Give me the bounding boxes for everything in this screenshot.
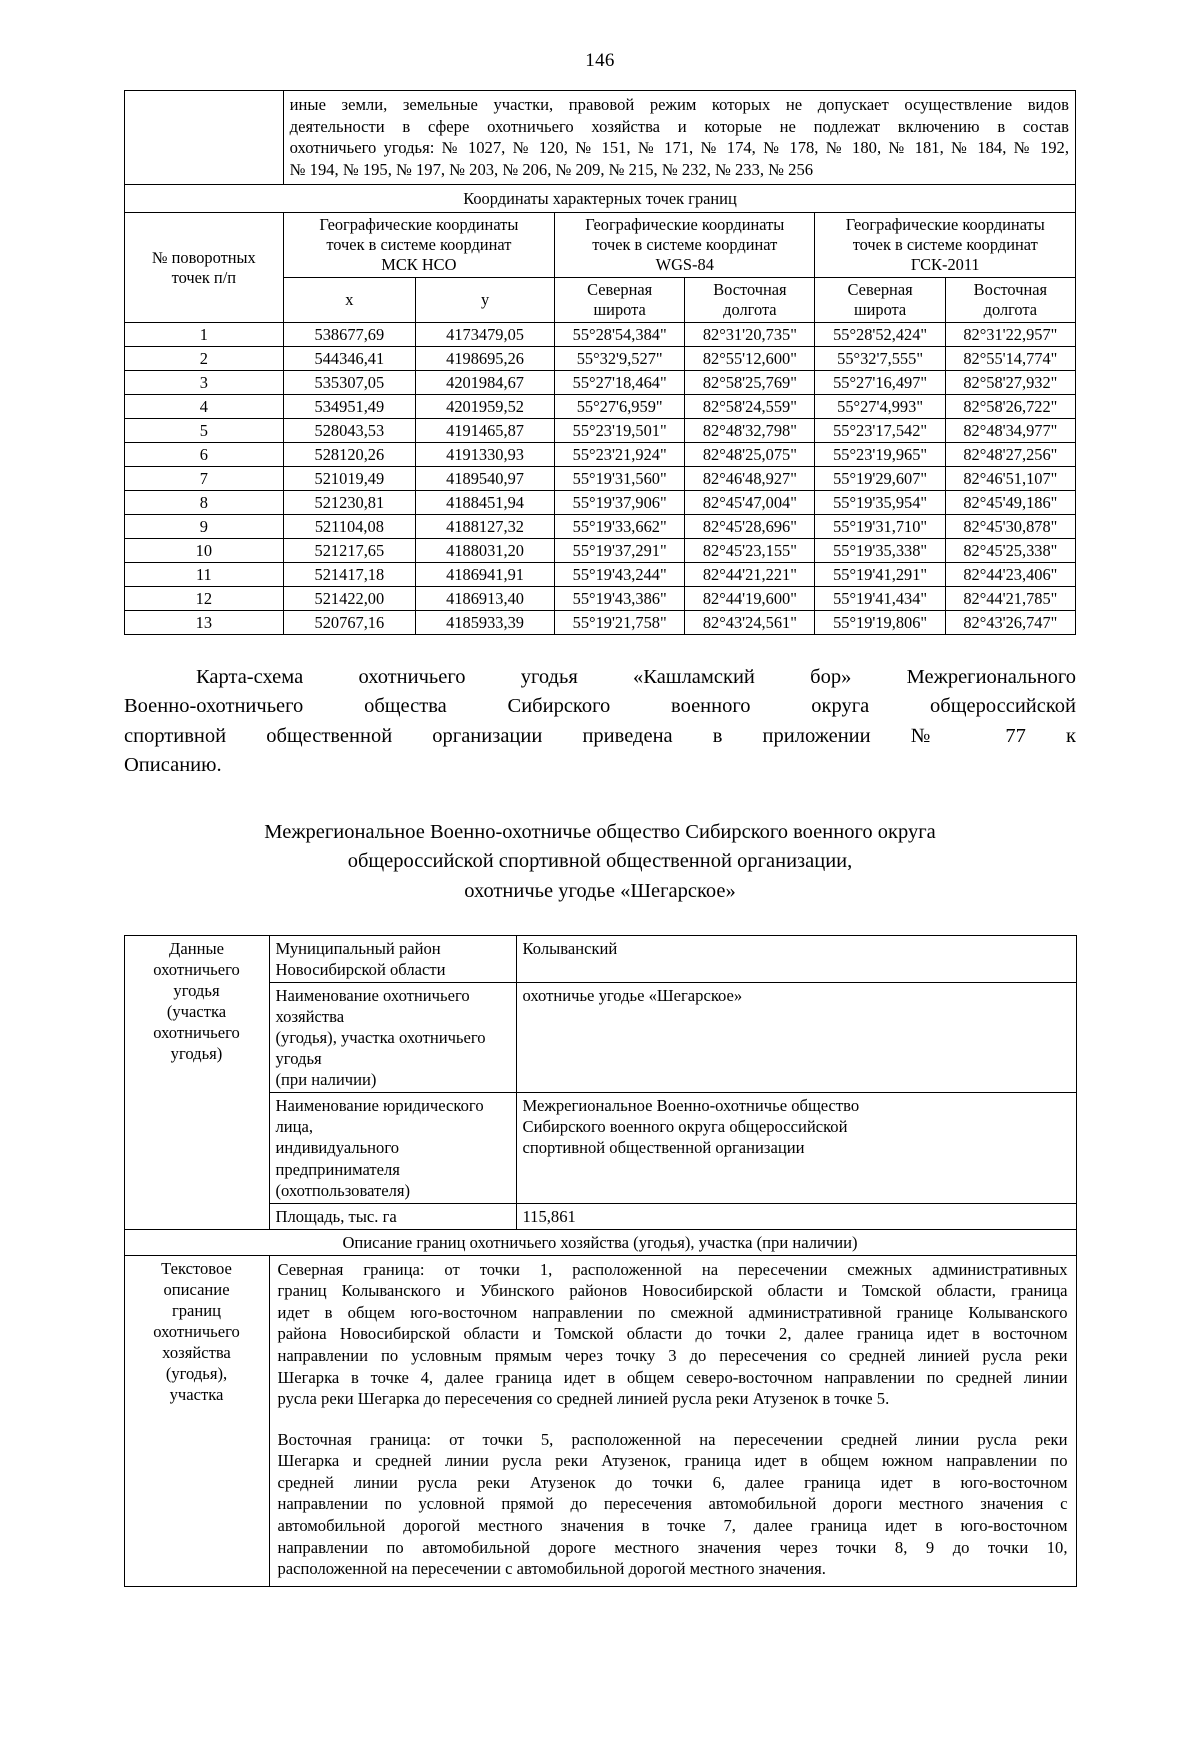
cell-msk-y: 4191465,87	[416, 419, 555, 443]
cell-wgs-lon: 82°58'24,559"	[685, 395, 815, 419]
cell-wgs-lon: 82°48'32,798"	[685, 419, 815, 443]
header-wgs84	[555, 213, 815, 278]
description-line: Шегарка и средней линии русла реки Атузенок, граница идет в общем южном направлении по	[277, 1451, 1068, 1471]
page-number: 146	[585, 50, 615, 71]
value-line: охотничье угодье «Шегарское»	[522, 986, 743, 1006]
cell-wgs-lon: 82°46'48,927"	[685, 467, 815, 491]
info-value-area	[516, 1203, 1076, 1229]
cell-msk-y: 4186913,40	[416, 587, 555, 611]
cell-wgs-lat: 55°23'19,501"	[555, 419, 685, 443]
label-line: (участка	[166, 1002, 227, 1022]
cell-msk-y: 4186941,91	[416, 563, 555, 587]
cell-msk-x: 528120,26	[283, 443, 415, 467]
header-line: широта	[593, 300, 646, 320]
cell-gsk-lat: 55°19'35,954"	[815, 491, 945, 515]
cell-gsk-lon: 82°46'51,107"	[945, 467, 1075, 491]
value-line: 115,861	[522, 1206, 576, 1226]
cell-gsk-lat: 55°19'31,710"	[815, 515, 945, 539]
cell-msk-y: 4173479,05	[416, 323, 555, 347]
value-line: спортивной общественной организации	[522, 1138, 805, 1158]
map-scheme-paragraph	[124, 663, 1076, 779]
key-line: (угодья), участка охотничьего угодья	[275, 1028, 486, 1069]
cell-wgs-lon: 82°44'21,221"	[685, 563, 815, 587]
cell-gsk-lon: 82°43'26,747"	[945, 611, 1075, 635]
table-row	[124, 935, 1076, 982]
note-line: охотничьего угодья: № 1027, № 120, № 151, № 171, № 174, № 178, № 180, № 181, № 184, № 192,	[289, 138, 1069, 158]
cell-gsk-lon: 82°48'27,256"	[945, 443, 1075, 467]
cell-gsk-lon: 82°44'23,406"	[945, 563, 1075, 587]
cell-point-number: 6	[125, 443, 284, 467]
empty-cell	[125, 91, 284, 185]
header-x: x	[283, 278, 415, 323]
paragraph-gap	[278, 1410, 1068, 1429]
cell-point-number: 4	[125, 395, 284, 419]
table-row	[125, 467, 1076, 491]
info-key-ground-name	[269, 983, 516, 1093]
cell-gsk-lon: 82°55'14,774"	[945, 347, 1075, 371]
cell-wgs-lon: 82°43'24,561"	[685, 611, 815, 635]
cell-point-number: 10	[125, 539, 284, 563]
label-line: охотничьего	[153, 959, 240, 979]
cell-gsk-lat: 55°23'17,542"	[815, 419, 945, 443]
header-line: точек в системе координат	[852, 235, 1038, 255]
description-line: границ Колыванского и Убинского районов Новосибирской области и Томской области, граница	[277, 1281, 1068, 1301]
table-row	[125, 443, 1076, 467]
cell-wgs-lat: 55°28'54,384"	[555, 323, 685, 347]
cell-wgs-lat: 55°19'43,244"	[555, 563, 685, 587]
header-line: Географические координаты	[845, 215, 1045, 235]
table-row	[125, 515, 1076, 539]
header-msk-nso	[283, 213, 554, 278]
cell-gsk-lat: 55°27'16,497"	[815, 371, 945, 395]
key-line: Площадь, тыс. га	[275, 1206, 397, 1226]
cell-wgs-lon: 82°55'12,600"	[685, 347, 815, 371]
description-line: расположенной на пересечении с автомобильной дорогой местного значения.	[277, 1559, 826, 1579]
cell-msk-y: 4198695,26	[416, 347, 555, 371]
cell-wgs-lat: 55°27'18,464"	[555, 371, 685, 395]
header-line: Северная	[847, 280, 913, 300]
cell-gsk-lon: 82°45'25,338"	[945, 539, 1075, 563]
description-row-label	[124, 1255, 269, 1586]
cell-wgs-lat: 55°32'9,527"	[555, 347, 685, 371]
info-value-municipal-district	[516, 935, 1076, 982]
label-line: хозяйства	[162, 1343, 231, 1363]
header-gsk-longitude	[945, 278, 1075, 323]
value-line: Межрегиональное Военно-охотничье общество	[522, 1096, 860, 1116]
value-line: Сибирского военного округа общероссийской	[522, 1117, 848, 1137]
key-line: Муниципальный район	[275, 938, 441, 958]
cell-msk-x: 521217,65	[283, 539, 415, 563]
cell-gsk-lat: 55°19'41,291"	[815, 563, 945, 587]
cell-gsk-lat: 55°32'7,555"	[815, 347, 945, 371]
cell-gsk-lon: 82°45'30,878"	[945, 515, 1075, 539]
border-description-text	[269, 1255, 1076, 1586]
key-line: индивидуального предпринимателя	[275, 1138, 400, 1179]
document-page	[0, 50, 1200, 1747]
cell-wgs-lat: 55°27'6,959"	[555, 395, 685, 419]
table-row	[125, 419, 1076, 443]
header-y: y	[416, 278, 555, 323]
key-line: Наименование охотничьего хозяйства	[275, 986, 470, 1027]
cell-msk-x: 521422,00	[283, 587, 415, 611]
header-line: ГСК-2011	[910, 255, 980, 275]
header-line: долгота	[723, 300, 777, 320]
header-line: Северная	[587, 280, 653, 300]
info-row-label	[124, 935, 269, 1229]
paragraph-line: Карта-схема охотничьего угодья «Кашламский бор» Межрегионального	[196, 666, 1076, 689]
cell-point-number: 3	[125, 371, 284, 395]
cell-point-number: 7	[125, 467, 284, 491]
info-value-ground-name	[516, 983, 1076, 1093]
cell-gsk-lat: 55°19'41,434"	[815, 587, 945, 611]
table-header-row	[125, 213, 1076, 278]
description-section-title: Описание границ охотничьего хозяйства (угодья), участка (при наличии)	[124, 1229, 1076, 1255]
cell-msk-y: 4188127,32	[416, 515, 555, 539]
description-line: направлении по условной прямой до пересечения автомобильной дороги местного значения с	[277, 1494, 1068, 1514]
cell-msk-x: 534951,49	[283, 395, 415, 419]
label-line: Текстовое	[161, 1258, 232, 1278]
cell-point-number: 5	[125, 419, 284, 443]
cell-msk-x: 528043,53	[283, 419, 415, 443]
cell-msk-y: 4188031,20	[416, 539, 555, 563]
cell-point-number: 1	[125, 323, 284, 347]
key-line: Наименование юридического лица,	[275, 1096, 484, 1137]
description-line: направлении по условным прямым через точку 3 до пересечения со средней линией русла реки	[277, 1346, 1068, 1366]
cell-wgs-lat: 55°19'37,291"	[555, 539, 685, 563]
description-line: русла реки Шегарка до пересечения со средней линией русла реки Атузенок в точке 5.	[277, 1389, 890, 1409]
cell-wgs-lon: 82°48'25,075"	[685, 443, 815, 467]
cell-point-number: 13	[125, 611, 284, 635]
header-wgs-latitude	[555, 278, 685, 323]
table-row	[125, 587, 1076, 611]
header-line: широта	[853, 300, 907, 320]
paragraph-line: спортивной общественной организации приведена в приложении № 77 к	[124, 724, 1076, 747]
label-line: охотничьего	[153, 1023, 240, 1043]
key-line: (при наличии)	[275, 1070, 377, 1090]
heading-line: охотничье угодье «Шегарское»	[464, 880, 736, 903]
label-line: описание	[163, 1279, 230, 1299]
label-line: участка	[169, 1385, 224, 1405]
label-line: угодья	[173, 981, 220, 1001]
description-line: Шегарка в точке 4, далее граница идет в общем северо-восточном направлении по средней линии	[277, 1367, 1068, 1387]
cell-gsk-lon: 82°58'27,932"	[945, 371, 1075, 395]
label-line: Данные	[169, 938, 224, 958]
header-line: Географические координаты	[585, 215, 785, 235]
cell-msk-y: 4191330,93	[416, 443, 555, 467]
excluded-lands-note	[283, 91, 1075, 185]
header-point-number	[125, 213, 284, 323]
cell-point-number: 2	[125, 347, 284, 371]
header-line: точек п/п	[171, 267, 237, 287]
cell-wgs-lat: 55°19'43,386"	[555, 587, 685, 611]
key-line: (охотпользователя)	[275, 1180, 411, 1200]
cell-msk-y: 4189540,97	[416, 467, 555, 491]
label-line: угодья)	[170, 1044, 223, 1064]
hunting-ground-info-table	[124, 935, 1077, 1587]
table-row	[125, 491, 1076, 515]
cell-point-number: 9	[125, 515, 284, 539]
header-line: точек в системе координат	[592, 235, 778, 255]
info-key-municipal-district	[269, 935, 516, 982]
note-line: № 194, № 195, № 197, № 203, № 206, № 209, № 215, № 232, № 233, № 256	[289, 159, 814, 179]
cell-wgs-lon: 82°58'25,769"	[685, 371, 815, 395]
cell-msk-x: 538677,69	[283, 323, 415, 347]
cell-point-number: 8	[125, 491, 284, 515]
table-row	[125, 563, 1076, 587]
cell-gsk-lon: 82°31'22,957"	[945, 323, 1075, 347]
description-line: направлении по автомобильной дороге местного значения через точки 8, 9 до точки 10,	[277, 1537, 1068, 1557]
cell-point-number: 11	[125, 563, 284, 587]
label-line: (угодья),	[165, 1364, 228, 1384]
cell-msk-x: 521019,49	[283, 467, 415, 491]
cell-msk-y: 4185933,39	[416, 611, 555, 635]
cell-gsk-lon: 82°44'21,785"	[945, 587, 1075, 611]
description-line: идет в общем юго-восточном направлении по смежной административной границе Колыванского	[277, 1302, 1068, 1322]
table-row	[125, 395, 1076, 419]
header-line: Восточная	[713, 280, 787, 300]
cell-msk-x: 521230,81	[283, 491, 415, 515]
cell-msk-y: 4188451,94	[416, 491, 555, 515]
header-line: точек в системе координат	[326, 235, 512, 255]
cell-msk-y: 4201959,52	[416, 395, 555, 419]
header-line: № поворотных	[151, 247, 256, 267]
cell-gsk-lat: 55°28'52,424"	[815, 323, 945, 347]
cell-wgs-lon: 82°45'23,155"	[685, 539, 815, 563]
info-value-legal-entity	[516, 1093, 1076, 1203]
description-line: района Новосибирской области и Томской области до точки 2, далее граница идет в восточном	[277, 1324, 1068, 1344]
cell-gsk-lat: 55°27'4,993"	[815, 395, 945, 419]
header-gsk-latitude	[815, 278, 945, 323]
heading-line: общероссийской спортивной общественной организации,	[347, 850, 853, 873]
cell-msk-y: 4201984,67	[416, 371, 555, 395]
header-line: WGS-84	[655, 255, 714, 275]
cell-wgs-lat: 55°19'21,758"	[555, 611, 685, 635]
header-line: Восточная	[973, 280, 1048, 300]
cell-msk-x: 535307,05	[283, 371, 415, 395]
cell-gsk-lat: 55°23'19,965"	[815, 443, 945, 467]
info-key-legal-entity	[269, 1093, 516, 1203]
cell-gsk-lon: 82°48'34,977"	[945, 419, 1075, 443]
info-key-area	[269, 1203, 516, 1229]
cell-gsk-lon: 82°58'26,722"	[945, 395, 1075, 419]
table-row	[125, 611, 1076, 635]
cell-gsk-lon: 82°45'49,186"	[945, 491, 1075, 515]
table-row	[125, 323, 1076, 347]
cell-msk-x: 521417,18	[283, 563, 415, 587]
cell-wgs-lon: 82°45'47,004"	[685, 491, 815, 515]
header-line: МСК НСО	[381, 255, 457, 275]
label-line: границ	[171, 1300, 222, 1320]
note-line: деятельности в сфере охотничьего хозяйства и которые не подлежат включению в состав	[289, 116, 1069, 136]
table-row	[125, 371, 1076, 395]
cell-gsk-lat: 55°19'35,338"	[815, 539, 945, 563]
cell-wgs-lon: 82°44'19,600"	[685, 587, 815, 611]
cell-wgs-lat: 55°19'33,662"	[555, 515, 685, 539]
cell-msk-x: 544346,41	[283, 347, 415, 371]
coordinates-section-title: Координаты характерных точек границ	[125, 185, 1076, 213]
heading-line: Межрегиональное Военно-охотничье общество Сибирского военного округа	[264, 820, 936, 843]
paragraph-line: Военно-охотничьего общества Сибирского военного округа общероссийской	[124, 695, 1076, 718]
table-row	[125, 91, 1076, 185]
cell-msk-x: 520767,16	[283, 611, 415, 635]
cell-wgs-lat: 55°19'37,906"	[555, 491, 685, 515]
value-line: Колыванский	[522, 938, 618, 958]
table-row	[125, 539, 1076, 563]
header-line: Географические координаты	[319, 215, 519, 235]
table-row	[125, 347, 1076, 371]
cell-point-number: 12	[125, 587, 284, 611]
cell-gsk-lat: 55°19'19,806"	[815, 611, 945, 635]
cell-wgs-lat: 55°23'21,924"	[555, 443, 685, 467]
header-gsk2011	[815, 213, 1076, 278]
key-line: Новосибирской области	[275, 959, 446, 979]
description-line: средней линии русла реки Атузенок до точки 6, далее граница идет в юго-восточном	[277, 1472, 1068, 1492]
table-row	[124, 1255, 1076, 1586]
table-row	[125, 185, 1076, 213]
cell-msk-x: 521104,08	[283, 515, 415, 539]
description-line: Восточная граница: от точки 5, расположенной на пересечении средней линии русла реки	[277, 1429, 1068, 1449]
coordinates-table	[124, 90, 1076, 635]
description-line: автомобильной дорогой местного значения в точке 7, далее граница идет в юго-восточном	[277, 1515, 1068, 1535]
cell-wgs-lon: 82°31'20,735"	[685, 323, 815, 347]
description-line: Северная граница: от точки 1, расположенной на пересечении смежных административных	[277, 1259, 1068, 1279]
header-wgs-longitude	[685, 278, 815, 323]
cell-gsk-lat: 55°19'29,607"	[815, 467, 945, 491]
label-line: охотничьего	[153, 1321, 240, 1341]
cell-wgs-lat: 55°19'31,560"	[555, 467, 685, 491]
header-line: долгота	[983, 300, 1038, 320]
cell-wgs-lon: 82°45'28,696"	[685, 515, 815, 539]
table-row	[124, 1229, 1076, 1255]
paragraph-line: Описанию.	[124, 753, 222, 776]
note-line: иные земли, земельные участки, правовой режим которых не допускает осуществление видов	[289, 95, 1069, 114]
section-heading	[124, 818, 1076, 907]
